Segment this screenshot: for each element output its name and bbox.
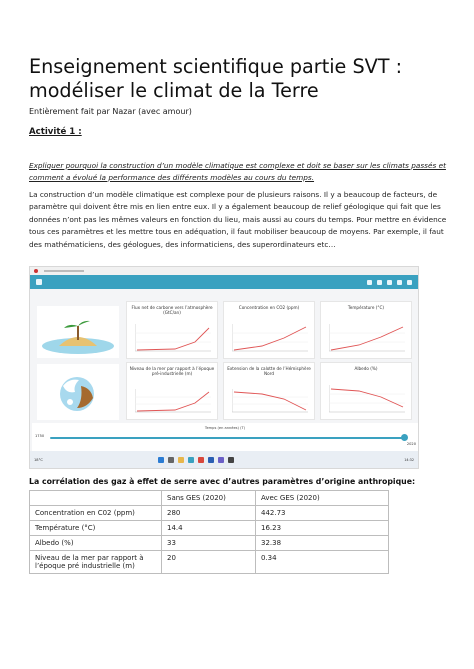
table-cell: Niveau de la mer par rapport à l’époque pré industrielle (m) [30, 551, 162, 574]
chart-card-co2 [223, 301, 315, 359]
search-icon[interactable] [168, 457, 174, 463]
dashboard-grid [32, 296, 418, 421]
chart-card-sea-level [126, 362, 218, 420]
table-cell: 16.23 [256, 521, 389, 536]
slider-min: 1750 [35, 434, 45, 438]
table-title: La corrélation des gaz à effet de serre avec d’autres paramètres d’origine anthropique: [29, 477, 416, 486]
chart-title: Température (°C) [347, 305, 385, 310]
chart-title: Flux net de carbone vers l’atmosphère (GtC/an) [131, 305, 213, 315]
table-header-cell [30, 491, 162, 506]
table-header-cell: Avec GES (2020) [256, 491, 389, 506]
download-icon [387, 280, 392, 285]
weather-widget[interactable]: 18°C [34, 457, 43, 462]
table-header-cell: Sans GES (2020) [162, 491, 256, 506]
teams-icon[interactable] [218, 457, 224, 463]
chrome-icon[interactable] [198, 457, 204, 463]
ice-extent-chart [232, 389, 308, 413]
sea-level-chart [135, 389, 211, 413]
page-title: Enseignement scientifique partie SVT : modéliser le climat de la Terre [29, 55, 403, 102]
table-cell: 14.4 [162, 521, 256, 536]
browser-dot-icon [34, 269, 38, 273]
slider-max: 2020 [406, 442, 416, 446]
comparison-table [29, 490, 389, 574]
files-icon[interactable] [178, 457, 184, 463]
table-row [30, 551, 389, 574]
time-slider-handle[interactable] [401, 434, 408, 441]
earth-icon [37, 364, 119, 420]
intro-question: Expliquer pourquoi la construction d’un modèle climatique est complexe et doit se baser sur les climats passés et comment a évolué la performance des différents modèles au cours du temps. [29, 161, 446, 182]
os-taskbar [30, 451, 418, 468]
carbon-flux-chart [135, 324, 211, 352]
chart-card-albedo [320, 362, 412, 420]
table-cell: 32.38 [256, 536, 389, 551]
store-icon[interactable] [228, 457, 234, 463]
chart-title: Concentration en CO2 (ppm) [238, 305, 300, 310]
chart-card-carbon-flux [126, 301, 218, 359]
browser-menu-icon [44, 270, 84, 272]
earth-illustration [37, 364, 119, 420]
embedded-screenshot [29, 266, 419, 469]
clock[interactable]: 14:32 [404, 457, 414, 462]
island-illustration [37, 306, 119, 358]
table-header-row [30, 491, 389, 506]
table-row [30, 521, 389, 536]
table-cell: 20 [162, 551, 256, 574]
browser-icon[interactable] [188, 457, 194, 463]
chart-title: Albedo (%) [354, 366, 378, 371]
albedo-chart [329, 385, 405, 413]
taskbar-apps [158, 457, 234, 463]
table-cell: Albedo (%) [30, 536, 162, 551]
chart-card-ice-extent [223, 362, 315, 420]
table-row [30, 536, 389, 551]
co2-chart [232, 324, 308, 352]
chart-card-temperature [320, 301, 412, 359]
activity-heading: Activité 1 : [29, 127, 82, 137]
table-row [30, 506, 389, 521]
island-icon [37, 306, 119, 358]
home-icon [36, 279, 42, 285]
info-icon [397, 280, 402, 285]
time-slider-track[interactable] [50, 437, 404, 439]
table-cell: Température (°C) [30, 521, 162, 536]
refresh-icon [377, 280, 382, 285]
word-icon[interactable] [208, 457, 214, 463]
settings-icon [367, 280, 372, 285]
table-cell: 33 [162, 536, 256, 551]
table-cell: 442.73 [256, 506, 389, 521]
browser-toolbar [30, 267, 418, 275]
app-bar [30, 275, 418, 289]
time-slider-panel [32, 423, 418, 451]
chart-title: Niveau de la mer par rapport à l’époque pré-industrielle (m) [129, 366, 215, 376]
body-paragraph: La construction d’un modèle climatique est complexe pour de plusieurs raisons. Il y a beaucoup de facteurs, de paramètre qui doivent être mis en lien entre eux. Il y a également beaucoup de relief géologique qui fait que les données n’ont pas les mêmes valeurs en fonction du lieu, mais aussi au cours du temps. Pour mettre en évidence tous ces paramètres et les mettre tous en adéquation, il faut mobiliser beaucoup de moyens. Par exemple, il faut des mathématiciens, des géologues, des informaticiens, des superordinateurs etc… [29, 190, 447, 249]
table-cell: Concentration en C02 (ppm) [30, 506, 162, 521]
chart-title: Extension de la calotte de l’Hémisphère Nord [227, 366, 311, 376]
table-cell: 280 [162, 506, 256, 521]
table-cell: 0.34 [256, 551, 389, 574]
slider-label: Temps (en années) (T) [204, 426, 246, 430]
start-icon[interactable] [158, 457, 164, 463]
author-line: Entièrement fait par Nazar (avec amour) [29, 107, 192, 116]
help-icon [407, 280, 412, 285]
app-bar-actions [367, 280, 412, 285]
temperature-chart [329, 324, 405, 352]
